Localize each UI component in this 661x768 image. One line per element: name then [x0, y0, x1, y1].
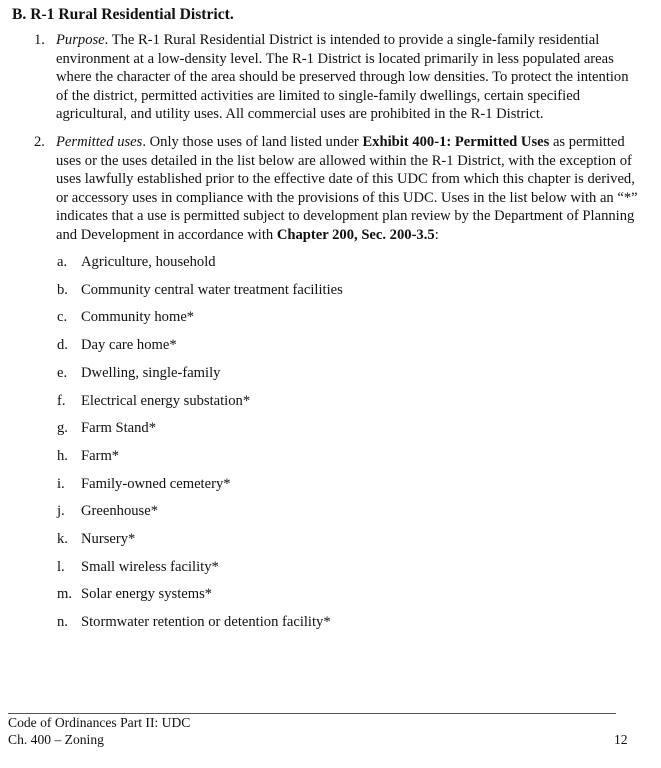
list-item-text: Community home*: [81, 309, 195, 326]
list-item-text: Stormwater retention or detention facility*: [81, 614, 331, 631]
purpose-number: 1.: [34, 32, 45, 48]
list-item-letter: a.: [57, 254, 68, 270]
list-item-letter: f.: [57, 392, 66, 409]
exhibit-reference: Exhibit 400-1: Permitted Uses: [362, 134, 550, 150]
permitted-uses-item: [12, 133, 642, 244]
list-item-text: Farm*: [81, 447, 120, 464]
list-item-text: Nursery*: [81, 531, 136, 547]
list-item-letter: c.: [57, 309, 68, 326]
list-item-text: Community central water treatment facilities: [81, 281, 343, 298]
purpose-item: [12, 31, 642, 124]
list-item-text: Agriculture, household: [81, 254, 216, 270]
list-item-text: Electrical energy substation*: [81, 392, 251, 409]
list-item-text: Day care home*: [81, 337, 177, 354]
list-item-text: Small wireless facility*: [81, 558, 219, 575]
list-item-letter: d.: [57, 337, 68, 354]
permitted-label: Permitted uses: [56, 134, 143, 150]
list-item-letter: i.: [57, 475, 65, 492]
permitted-paragraph: [56, 133, 642, 244]
list-item-text: Solar energy systems*: [81, 586, 213, 603]
permitted-text-2: as permitted uses or the uses detailed in the list below are allowed within the R-1 District, with the exception of uses lawfully established prior to the effective date of this UDC from which this chapter is derived, or accessory uses in compliance with the provisions of this UDC. Uses in the list below with an “*” indicates that a use is permitted subject to development plan review by the Department of Planning and Development in accordance with: [56, 134, 638, 243]
permitted-text-1: . Only those uses of land listed under: [142, 134, 363, 150]
list-item-text: Farm Stand*: [81, 420, 156, 437]
list-item-text: Dwelling, single-family: [81, 364, 221, 381]
purpose-label: Purpose: [56, 32, 105, 48]
list-item-letter: h.: [57, 447, 68, 464]
chapter-reference: Chapter 200, Sec. 200-3.5: [276, 226, 435, 243]
purpose-text: . The R-1 Rural Residential District is intended to provide a single-family residential environment at a low-density level. The R-1 District is located primarily in less populated areas where the character of the area should be preserved through low densities. To protect the intention of the district, permitted activities are limited to single-family dwellings, certain specified agricultural, and utility uses. All commercial uses are prohibited in the R-1 District.: [56, 32, 629, 122]
list-item-letter: e.: [57, 364, 68, 381]
footer-code-title: Code of Ordinances Part II: UDC: [8, 715, 191, 730]
list-item-letter: m.: [57, 586, 72, 603]
page-number: 12: [614, 732, 628, 747]
section-title: B. R-1 Rural Residential District.: [12, 6, 234, 23]
list-item-letter: b.: [57, 281, 68, 298]
list-item-letter: g.: [57, 420, 68, 437]
purpose-paragraph: [56, 31, 642, 124]
list-item-letter: j.: [57, 503, 65, 520]
list-item-text: Family-owned cemetery*: [81, 475, 231, 492]
footer: [8, 714, 190, 748]
list-item-letter: n.: [57, 614, 68, 631]
permitted-text-3: :: [434, 226, 439, 243]
list-item-text: Greenhouse*: [81, 503, 158, 520]
footer-chapter: Ch. 400 – Zoning: [8, 732, 104, 747]
list-item-letter: k.: [57, 531, 68, 547]
list-item-letter: l.: [57, 558, 65, 575]
permitted-number: 2.: [34, 134, 45, 150]
